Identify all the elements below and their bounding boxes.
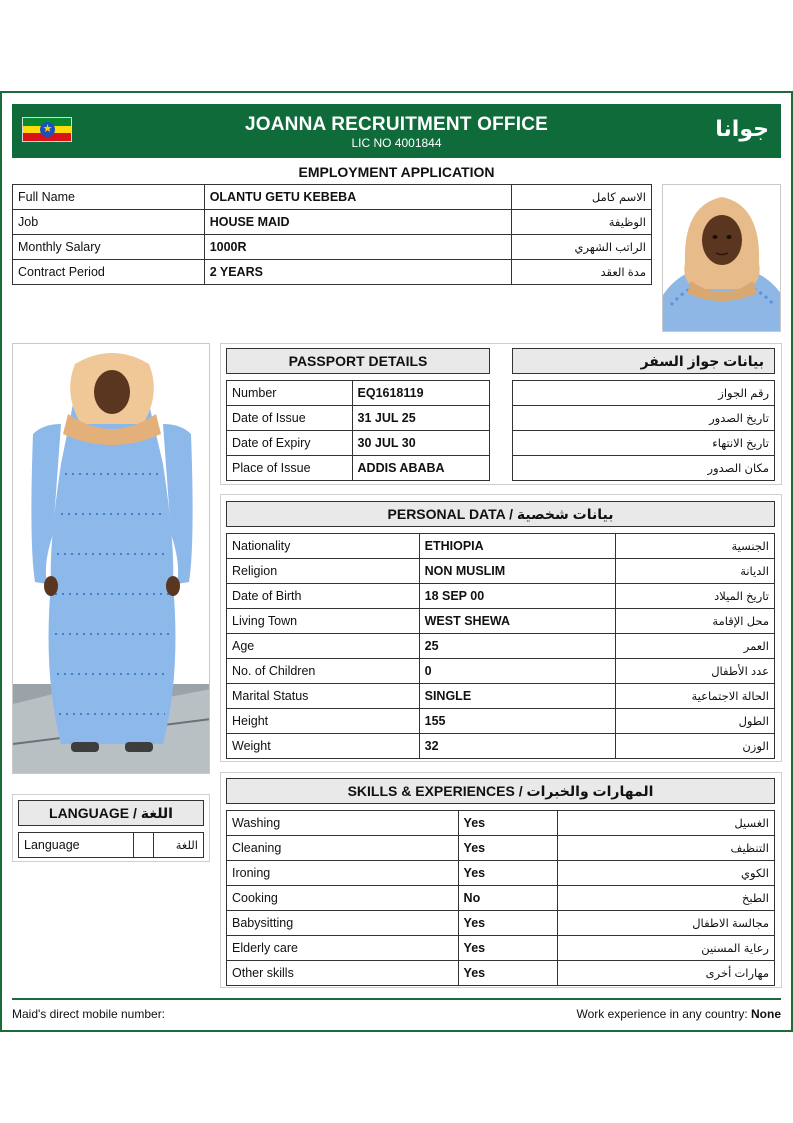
passport-value: 31 JUL 25 xyxy=(352,406,489,431)
passport-value: EQ1618119 xyxy=(352,381,489,406)
skill-label-arabic: التنظيف xyxy=(558,836,775,861)
main-info-value: HOUSE MAID xyxy=(204,210,512,235)
skill-label: Other skills xyxy=(227,961,459,986)
office-name: JOANNA RECRUITMENT OFFICE xyxy=(244,114,549,135)
main-info-row xyxy=(13,235,652,260)
personal-label: Nationality xyxy=(227,534,420,559)
passport-arabic-row xyxy=(513,431,775,456)
skill-label-arabic: الغسيل xyxy=(558,811,775,836)
passport-arabic-row xyxy=(513,381,775,406)
personal-label: Height xyxy=(227,709,420,734)
language-label-arabic: اللغة xyxy=(154,833,204,858)
work-experience-value: None xyxy=(751,1007,781,1021)
language-label: Language xyxy=(19,833,134,858)
skill-label-arabic: رعاية المسنين xyxy=(558,936,775,961)
passport-row xyxy=(227,406,490,431)
skill-value: No xyxy=(458,886,558,911)
personal-label: Religion xyxy=(227,559,420,584)
personal-row xyxy=(227,559,775,584)
skill-value: Yes xyxy=(458,936,558,961)
skill-value: Yes xyxy=(458,911,558,936)
personal-table xyxy=(226,533,775,759)
passport-arabic-row xyxy=(513,456,775,481)
main-info-label: Full Name xyxy=(13,185,205,210)
main-info-value: 1000R xyxy=(204,235,512,260)
personal-value: 0 xyxy=(419,659,616,684)
personal-label-arabic: الوزن xyxy=(616,734,775,759)
main-info-table xyxy=(12,184,652,285)
personal-title: PERSONAL DATA / بيانات شخصية xyxy=(226,501,775,527)
passport-row xyxy=(227,456,490,481)
skill-label: Cleaning xyxy=(227,836,459,861)
personal-label-arabic: تاريخ الميلاد xyxy=(616,584,775,609)
work-experience xyxy=(576,1007,781,1021)
passport-row xyxy=(227,431,490,456)
skill-label: Babysitting xyxy=(227,911,459,936)
main-info-label-arabic: الوظيفة xyxy=(512,210,652,235)
mobile-number-label: Maid's direct mobile number: xyxy=(12,1007,166,1021)
skill-label: Ironing xyxy=(227,861,459,886)
language-value xyxy=(134,833,154,858)
main-info-label: Contract Period xyxy=(13,260,205,285)
personal-value: 155 xyxy=(419,709,616,734)
passport-label: Date of Issue xyxy=(227,406,353,431)
main-info-label-arabic: الراتب الشهري xyxy=(512,235,652,260)
personal-row xyxy=(227,634,775,659)
passport-label: Date of Expiry xyxy=(227,431,353,456)
passport-table-arabic xyxy=(512,380,775,481)
skill-row xyxy=(227,911,775,936)
language-table xyxy=(18,832,204,858)
personal-value: NON MUSLIM xyxy=(419,559,616,584)
personal-label-arabic: العمر xyxy=(616,634,775,659)
main-info-label-arabic: الاسم كامل xyxy=(512,185,652,210)
personal-label-arabic: الديانة xyxy=(616,559,775,584)
skill-row xyxy=(227,861,775,886)
passport-row xyxy=(227,381,490,406)
skill-value: Yes xyxy=(458,836,558,861)
skill-label-arabic: الكوي xyxy=(558,861,775,886)
header-banner xyxy=(12,104,781,158)
skill-label: Elderly care xyxy=(227,936,459,961)
skill-row xyxy=(227,836,775,861)
personal-label: Age xyxy=(227,634,420,659)
passport-value: 30 JUL 30 xyxy=(352,431,489,456)
skill-row xyxy=(227,811,775,836)
personal-label-arabic: محل الإقامة xyxy=(616,609,775,634)
personal-row xyxy=(227,684,775,709)
personal-row xyxy=(227,534,775,559)
language-row xyxy=(19,833,204,858)
personal-row xyxy=(227,659,775,684)
language-title: LANGUAGE / اللغة xyxy=(18,800,204,826)
passport-title: PASSPORT DETAILS xyxy=(226,348,490,374)
main-info-label-arabic: مدة العقد xyxy=(512,260,652,285)
passport-title-arabic: بيانات جواز السفر xyxy=(512,348,775,374)
personal-label: Living Town xyxy=(227,609,420,634)
personal-value: SINGLE xyxy=(419,684,616,709)
main-info-value: 2 YEARS xyxy=(204,260,512,285)
skill-label-arabic: الطبخ xyxy=(558,886,775,911)
personal-label-arabic: عدد الأطفال xyxy=(616,659,775,684)
personal-row xyxy=(227,584,775,609)
skill-label-arabic: مهارات أخرى xyxy=(558,961,775,986)
personal-row xyxy=(227,709,775,734)
main-info-label: Monthly Salary xyxy=(13,235,205,260)
skills-title: SKILLS & EXPERIENCES / المهارات والخبرات xyxy=(226,778,775,804)
portrait-illustration xyxy=(663,185,781,332)
footer-divider xyxy=(12,998,781,1000)
skill-value: Yes xyxy=(458,811,558,836)
skills-table xyxy=(226,810,775,986)
skill-row xyxy=(227,936,775,961)
full-body-illustration xyxy=(13,344,210,774)
skill-label: Washing xyxy=(227,811,459,836)
personal-label-arabic: الحالة الاجتماعية xyxy=(616,684,775,709)
full-body-photo xyxy=(12,343,210,774)
personal-label: Weight xyxy=(227,734,420,759)
personal-value: ETHIOPIA xyxy=(419,534,616,559)
passport-label: Number xyxy=(227,381,353,406)
main-info-label: Job xyxy=(13,210,205,235)
personal-row xyxy=(227,609,775,634)
skill-label-arabic: مجالسة الاطفال xyxy=(558,911,775,936)
portrait-photo xyxy=(662,184,781,332)
personal-row xyxy=(227,734,775,759)
arabic-office-name: جوانا xyxy=(715,116,769,141)
personal-label: Marital Status xyxy=(227,684,420,709)
personal-label-arabic: الجنسية xyxy=(616,534,775,559)
skill-value: Yes xyxy=(458,861,558,886)
main-info-value: OLANTU GETU KEBEBA xyxy=(204,185,512,210)
flag-star-icon: ★ xyxy=(40,122,55,137)
passport-arabic-row xyxy=(513,406,775,431)
personal-value: 25 xyxy=(419,634,616,659)
personal-value: WEST SHEWA xyxy=(419,609,616,634)
passport-table xyxy=(226,380,490,481)
passport-value: ADDIS ABABA xyxy=(352,456,489,481)
license-number: LIC NO 4001844 xyxy=(351,136,442,150)
personal-value: 32 xyxy=(419,734,616,759)
passport-arabic-label-arabic: مكان الصدور xyxy=(513,456,775,481)
main-info-row xyxy=(13,185,652,210)
passport-label: Place of Issue xyxy=(227,456,353,481)
passport-arabic-label-arabic: تاريخ الانتهاء xyxy=(513,431,775,456)
skill-row xyxy=(227,886,775,911)
passport-arabic-label-arabic: رقم الجواز xyxy=(513,381,775,406)
skill-label: Cooking xyxy=(227,886,459,911)
personal-value: 18 SEP 00 xyxy=(419,584,616,609)
main-info-row xyxy=(13,260,652,285)
passport-arabic-label-arabic: تاريخ الصدور xyxy=(513,406,775,431)
form-title: EMPLOYMENT APPLICATION xyxy=(298,164,495,180)
work-experience-label: Work experience in any country: xyxy=(576,1007,748,1021)
skill-value: Yes xyxy=(458,961,558,986)
personal-label-arabic: الطول xyxy=(616,709,775,734)
main-info-row xyxy=(13,210,652,235)
skill-row xyxy=(227,961,775,986)
personal-label: Date of Birth xyxy=(227,584,420,609)
personal-label: No. of Children xyxy=(227,659,420,684)
